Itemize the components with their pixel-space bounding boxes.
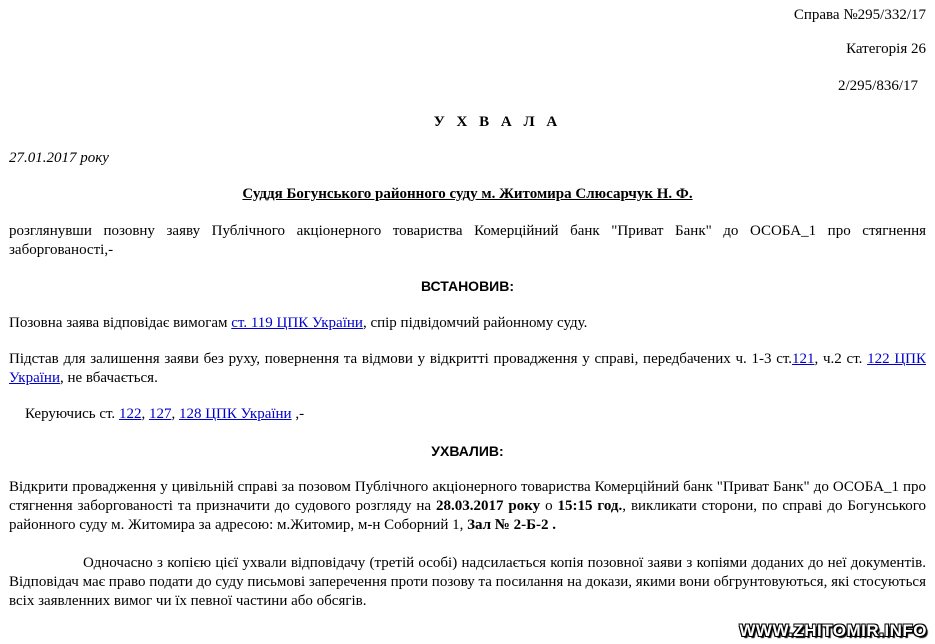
judge-name: Суддя Богунського районного суду м. Житомира Слюсарчук Н. Ф.: [242, 186, 693, 202]
link-article-122-cpc[interactable]: 122 ЦПК України: [9, 351, 926, 386]
link-article-127[interactable]: 127: [148, 406, 172, 422]
paragraph-guided: [25, 405, 926, 424]
paragraph-decision: [9, 478, 926, 535]
paragraph-grounds: [9, 350, 926, 388]
judge-line: [9, 185, 926, 204]
proceeding-number: 2/295/836/17: [837, 78, 918, 94]
hearing-time: 15:15 год.: [557, 498, 623, 514]
paragraph-requirements: [9, 314, 926, 333]
paragraph-text: Позовна заява відповідає вимогам: [9, 315, 232, 331]
hearing-hall: Зал № 2-Б-2 .: [467, 517, 557, 533]
paragraph-text: , викликати сторони, по справі до Богунського районного суду м. Житомира за адресою: м.Житомир, м-н Соборний 1,: [9, 498, 926, 533]
paragraph-text: , спір підвідомчий районному суду.: [362, 315, 588, 331]
established-heading: ВСТАНОВИВ:: [420, 278, 515, 294]
paragraph-text: ,-: [291, 406, 305, 422]
document-date: 27.01.2017 року: [9, 150, 109, 166]
case-number: Справа №295/332/17: [793, 7, 926, 23]
court-ruling-document: [9, 0, 926, 644]
decided-heading: УХВАЛИВ:: [431, 443, 504, 459]
paragraph-text: , не вбачається.: [59, 370, 158, 386]
separator: ,: [171, 406, 179, 422]
site-watermark: WWW.ZHITOMIR.INFO: [739, 621, 927, 640]
paragraph-text: Керуючись ст.: [25, 406, 119, 422]
paragraph-text: Підстав для залишення заяви без руху, повернення та відмови у відкритті провадження у справі, передбачених ч. 1-3 ст.: [9, 351, 793, 367]
paragraph-text: Відкрити провадження у цивільній справі за позовом Публічного акціонерного товариства Комерційний банк "Приват Банк" до ОСОБА_1 про стягнення заборгованості та призначити до судового розгляду на: [9, 479, 926, 514]
link-article-122[interactable]: 122: [118, 406, 142, 422]
paragraph-notice: Одночасно з копією цієї ухвали відповідачу (третій особі) надсилається копія позовної заяви з копіями доданих до неї документів. Відповідач має право подати до суду письмові заперечення проти позову та посилання на докази, якими вони обгрунтовуються, які стосуються всіх заявленних вимог чи їх певної частини або обсягів.: [9, 555, 926, 609]
document-title: У Х В А Л А: [433, 114, 562, 130]
link-article-119[interactable]: ст. 119 ЦПК України: [231, 315, 363, 331]
hearing-date: 28.03.2017 року: [436, 498, 541, 514]
intro-paragraph: розглянувши позовну заяву Публічного акціонерного товариства Комерційний банк "Приват Банк" до ОСОБА_1 про стягнення заборгованості,-: [9, 223, 926, 258]
paragraph-text: , ч.2 ст.: [814, 351, 868, 367]
link-article-121[interactable]: 121: [792, 351, 815, 367]
separator: ,: [141, 406, 149, 422]
link-article-128[interactable]: 128 ЦПК України: [178, 406, 292, 422]
paragraph-text: о: [540, 498, 558, 514]
category: Категорія 26: [846, 41, 926, 57]
